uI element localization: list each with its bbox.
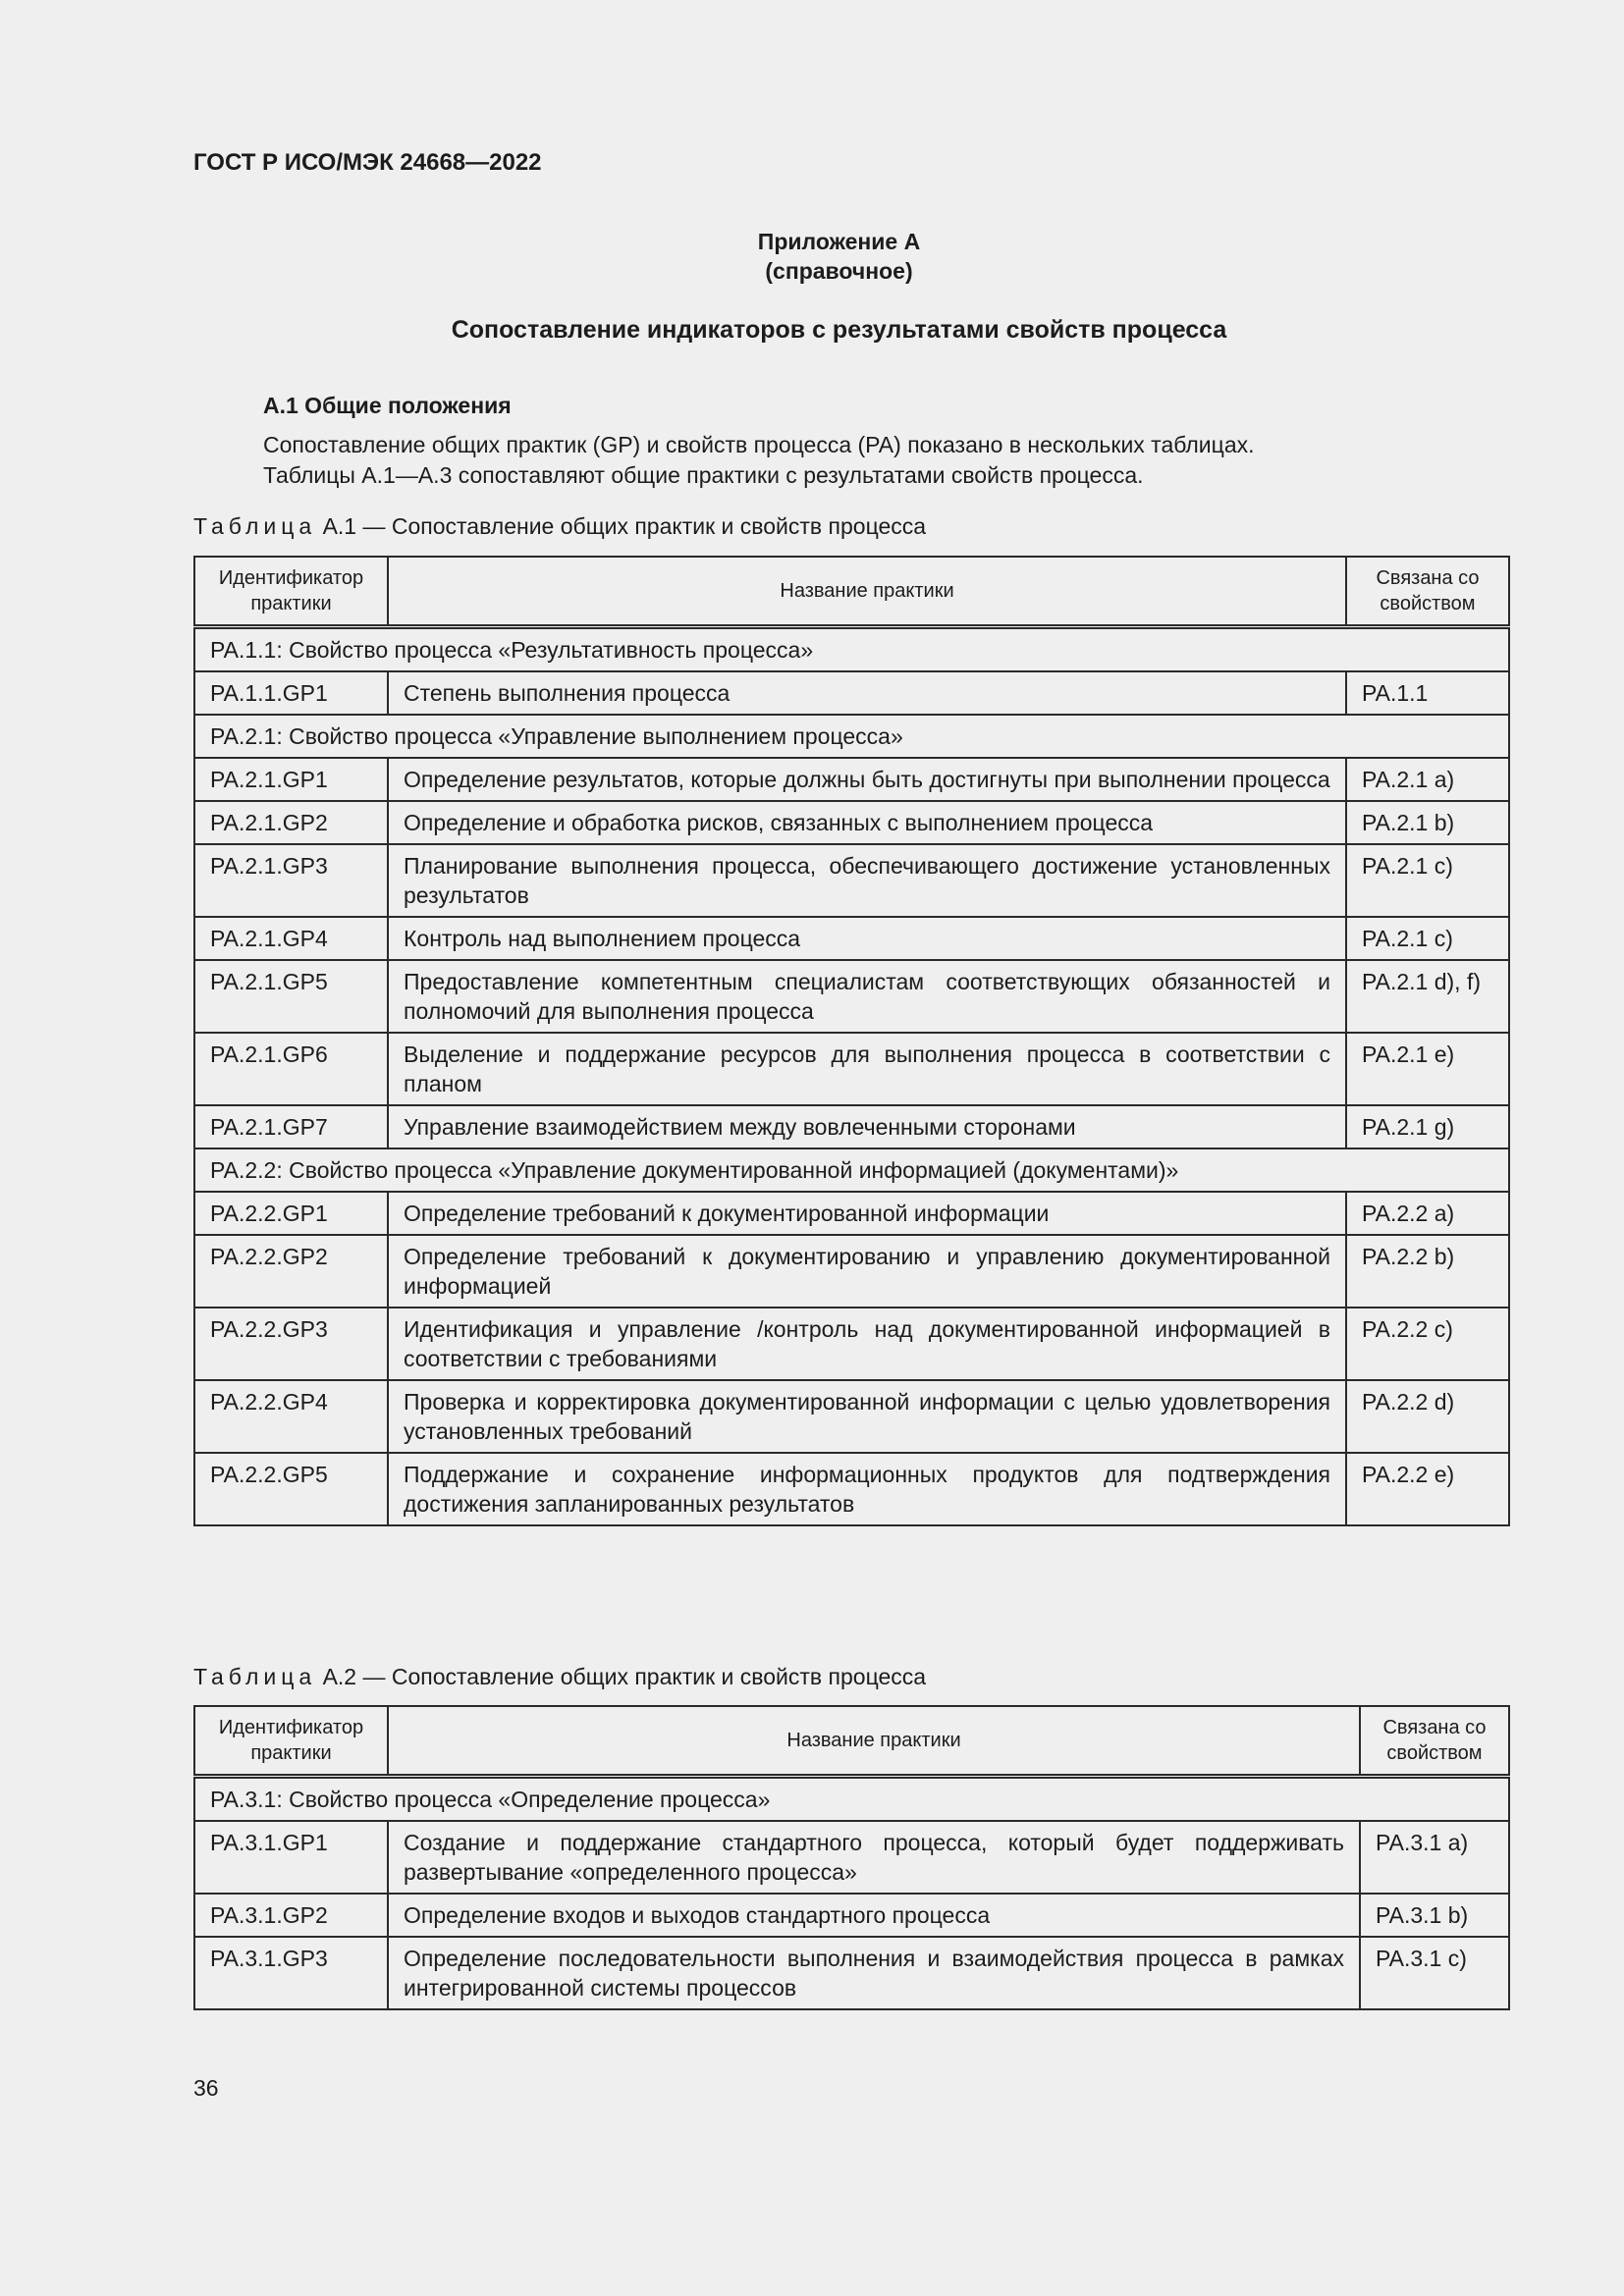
practice-id: PA.1.1.GP1 — [194, 671, 388, 715]
header-cell: Идентификатор практики — [194, 557, 388, 627]
table-row — [194, 844, 1509, 917]
practice-name: Идентификация и управление /контроль над документированной информацией в соответствии с требованиями — [388, 1308, 1346, 1380]
table-row — [194, 1380, 1509, 1453]
group-row — [194, 1777, 1509, 1822]
practice-id: PA.2.1.GP5 — [194, 960, 388, 1033]
practice-id: PA.2.1.GP6 — [194, 1033, 388, 1105]
table-row — [194, 801, 1509, 844]
group-row — [194, 715, 1509, 758]
table-row — [194, 917, 1509, 960]
practice-id: PA.2.1.GP4 — [194, 917, 388, 960]
table-row — [194, 1821, 1509, 1894]
practice-name: Определение и обработка рисков, связанных с выполнением процесса — [388, 801, 1346, 844]
header-cell: Идентификатор практики — [194, 1706, 388, 1777]
linked-attribute: PA.2.1 c) — [1346, 844, 1509, 917]
practice-id: PA.2.2.GP3 — [194, 1308, 388, 1380]
table-a2 — [193, 1705, 1510, 2010]
appendix-title: Приложение А — [757, 229, 921, 254]
page-number: 36 — [193, 2075, 219, 2101]
page-title: Сопоставление индикаторов с результатами свойств процесса — [451, 316, 1227, 344]
practice-name: Управление взаимодействием между вовлеченными сторонами — [388, 1105, 1346, 1148]
practice-name: Предоставление компетентным специалистам соответствующих обязанностей и полномочий для выполнения процесса — [388, 960, 1346, 1033]
table2-caption — [193, 1664, 926, 1690]
table-row — [194, 1192, 1509, 1235]
linked-attribute: PA.2.2 d) — [1346, 1380, 1509, 1453]
linked-attribute: PA.1.1 — [1346, 671, 1509, 715]
table-header-row — [194, 557, 1509, 627]
group-title: PA.1.1: Свойство процесса «Результативность процесса» — [194, 627, 1509, 672]
group-row — [194, 627, 1509, 672]
linked-attribute: PA.2.1 b) — [1346, 801, 1509, 844]
practice-id: PA.2.1.GP1 — [194, 758, 388, 801]
document-header: ГОСТ Р ИСО/МЭК 24668—2022 — [193, 149, 542, 176]
practice-id: PA.2.2.GP5 — [194, 1453, 388, 1525]
table-row — [194, 758, 1509, 801]
group-title: PA.2.1: Свойство процесса «Управление выполнением процесса» — [194, 715, 1509, 758]
group-row — [194, 1148, 1509, 1192]
table1-caption — [193, 513, 926, 540]
header-cell: Название практики — [388, 1706, 1360, 1777]
linked-attribute: PA.2.1 a) — [1346, 758, 1509, 801]
practice-id: PA.2.2.GP1 — [194, 1192, 388, 1235]
linked-attribute: PA.3.1 c) — [1360, 1937, 1509, 2009]
practice-id: PA.2.1.GP3 — [194, 844, 388, 917]
section-heading: А.1 Общие положения — [263, 393, 512, 418]
linked-attribute: PA.3.1 b) — [1360, 1894, 1509, 1937]
practice-name: Планирование выполнения процесса, обеспечивающего достижение установленных результатов — [388, 844, 1346, 917]
header-cell: Название практики — [388, 557, 1346, 627]
linked-attribute: PA.2.2 c) — [1346, 1308, 1509, 1380]
practice-id: PA.2.1.GP2 — [194, 801, 388, 844]
header-cell: Связана со свойством — [1360, 1706, 1509, 1777]
practice-name: Поддержание и сохранение информационных продуктов для подтверждения достижения запланированных результатов — [388, 1453, 1346, 1525]
practice-id: PA.2.2.GP4 — [194, 1380, 388, 1453]
caption-text: А.1 — Сопоставление общих практик и свойств процесса — [322, 513, 927, 539]
linked-attribute: PA.3.1 a) — [1360, 1821, 1509, 1894]
table-a1 — [193, 556, 1510, 1526]
linked-attribute: PA.2.1 g) — [1346, 1105, 1509, 1148]
linked-attribute: PA.2.1 e) — [1346, 1033, 1509, 1105]
section-paragraph — [263, 430, 1540, 491]
table-row — [194, 1308, 1509, 1380]
caption-word: Таблица — [193, 1664, 317, 1689]
practice-name: Степень выполнения процесса — [388, 671, 1346, 715]
practice-name: Определение последовательности выполнения и взаимодействия процесса в рамках интегрированной системы процессов — [388, 1937, 1360, 2009]
practice-name: Определение входов и выходов стандартного процесса — [388, 1894, 1360, 1937]
paragraph-line: Таблицы А.1—А.3 сопоставляют общие практики с результатами свойств процесса. — [263, 462, 1144, 488]
group-title: PA.3.1: Свойство процесса «Определение процесса» — [194, 1777, 1509, 1822]
linked-attribute: PA.2.2 e) — [1346, 1453, 1509, 1525]
linked-attribute: PA.2.2 b) — [1346, 1235, 1509, 1308]
linked-attribute: PA.2.1 c) — [1346, 917, 1509, 960]
practice-name: Определение требований к документированной информации — [388, 1192, 1346, 1235]
practice-id: PA.2.1.GP7 — [194, 1105, 388, 1148]
practice-name: Определение требований к документированию и управлению документированной информацией — [388, 1235, 1346, 1308]
table-row — [194, 1235, 1509, 1308]
caption-text: А.2 — Сопоставление общих практик и свойств процесса — [322, 1664, 927, 1689]
practice-name: Проверка и корректировка документированной информации с целью удовлетворения установленных требований — [388, 1380, 1346, 1453]
table-row — [194, 1105, 1509, 1148]
table-header-row — [194, 1706, 1509, 1777]
table-row — [194, 1453, 1509, 1525]
practice-id: PA.3.1.GP1 — [194, 1821, 388, 1894]
table-row — [194, 1033, 1509, 1105]
practice-id: PA.3.1.GP2 — [194, 1894, 388, 1937]
practice-name: Контроль над выполнением процесса — [388, 917, 1346, 960]
practice-name: Создание и поддержание стандартного процесса, который будет поддерживать развертывание «определенного процесса» — [388, 1821, 1360, 1894]
caption-word: Таблица — [193, 513, 317, 539]
practice-name: Выделение и поддержание ресурсов для выполнения процесса в соответствии с планом — [388, 1033, 1346, 1105]
group-title: PA.2.2: Свойство процесса «Управление документированной информацией (документами)» — [194, 1148, 1509, 1192]
table-row — [194, 1894, 1509, 1937]
linked-attribute: PA.2.2 a) — [1346, 1192, 1509, 1235]
appendix-subtitle: (справочное) — [765, 258, 913, 284]
practice-id: PA.2.2.GP2 — [194, 1235, 388, 1308]
table-row — [194, 671, 1509, 715]
practice-name: Определение результатов, которые должны быть достигнуты при выполнении процесса — [388, 758, 1346, 801]
header-cell: Связана со свойством — [1346, 557, 1509, 627]
practice-id: PA.3.1.GP3 — [194, 1937, 388, 2009]
table-row — [194, 960, 1509, 1033]
linked-attribute: PA.2.1 d), f) — [1346, 960, 1509, 1033]
table-row — [194, 1937, 1509, 2009]
paragraph-line: Сопоставление общих практик (GP) и свойств процесса (PA) показано в нескольких таблицах. — [263, 432, 1255, 457]
